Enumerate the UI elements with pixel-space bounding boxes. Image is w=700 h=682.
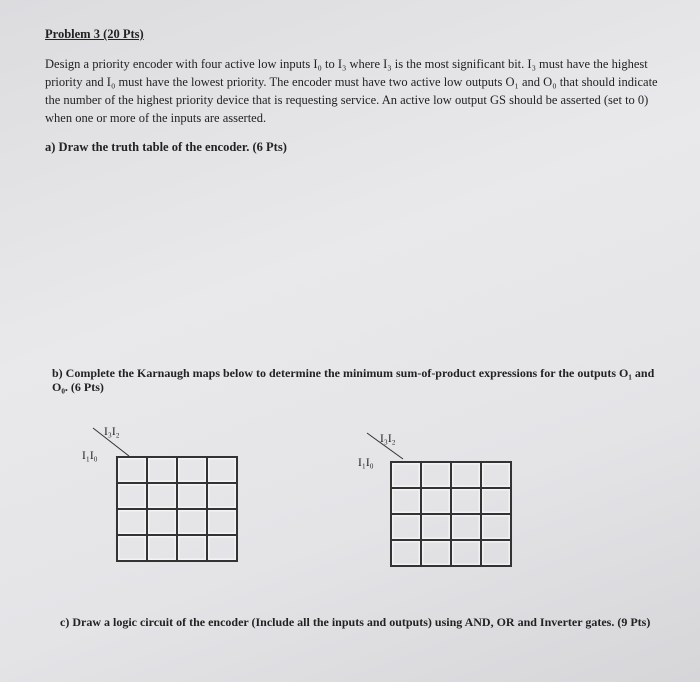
kmap-cell[interactable] — [147, 457, 177, 483]
kmap-top-label: I₃I₂ — [380, 433, 396, 445]
kmap-cell[interactable] — [421, 462, 451, 488]
kmap-cell[interactable] — [147, 509, 177, 535]
kmap-cell[interactable] — [147, 535, 177, 561]
kmap-cell[interactable] — [117, 535, 147, 561]
kmap-cell[interactable] — [421, 514, 451, 540]
kmap-cell[interactable] — [177, 535, 207, 561]
kmap-cell[interactable] — [117, 483, 147, 509]
kmap-cell[interactable] — [481, 514, 511, 540]
kmap-cell[interactable] — [207, 483, 237, 509]
kmap-cell[interactable] — [177, 483, 207, 509]
kmap-cell[interactable] — [481, 540, 511, 566]
kmap-cell[interactable] — [177, 509, 207, 535]
kmap-cell[interactable] — [147, 483, 177, 509]
kmap-cell[interactable] — [451, 514, 481, 540]
kmap-cell[interactable] — [391, 540, 421, 566]
kmap-cell[interactable] — [391, 488, 421, 514]
kmap-top-label: I₃I₂ — [104, 426, 120, 438]
kmap-cell[interactable] — [481, 488, 511, 514]
kmap-cell[interactable] — [207, 457, 237, 483]
kmap-grid[interactable] — [390, 461, 512, 567]
kmap-cell[interactable] — [207, 535, 237, 561]
kmap-cell[interactable] — [421, 488, 451, 514]
kmap-side-label: I₁I₀ — [358, 457, 374, 469]
kmap-side-label: I₁I₀ — [82, 450, 98, 462]
part-a-question: a) Draw the truth table of the encoder. (6 Pts) — [45, 140, 287, 154]
kmap-cell[interactable] — [117, 509, 147, 535]
kmap-cell[interactable] — [117, 457, 147, 483]
kmap-cell[interactable] — [177, 457, 207, 483]
part-b-question: b) Complete the Karnaugh maps below to determine the minimum sum-of-product expressions for the outputs O₁ and O₀. (6 Pts) — [52, 366, 655, 394]
problem-description: Design a priority encoder with four active low inputs I₀ to I₃ where I₃ is the most significant bit. I₃ must have the highest priority and I₀ must have the lowest priority. The encoder must have two active low outputs O₁ and O₀ that should indicate the number of the highest priority device that is requesting service. An active low output GS should be asserted (set to 0) when one or more of the inputs are asserted. — [45, 57, 658, 125]
kmap-cell[interactable] — [451, 462, 481, 488]
kmap-cell[interactable] — [391, 462, 421, 488]
kmap-cell[interactable] — [481, 462, 511, 488]
part-c-question: c) Draw a logic circuit of the encoder (Include all the inputs and outputs) using AND, OR and Inverter gates. (9 Pts) — [60, 615, 651, 629]
kmap-cell[interactable] — [421, 540, 451, 566]
kmap-cell[interactable] — [451, 540, 481, 566]
kmap-grid[interactable] — [116, 456, 238, 562]
kmap-cell[interactable] — [391, 514, 421, 540]
problem-title: Problem 3 (20 Pts) — [45, 27, 144, 41]
kmap-cell[interactable] — [207, 509, 237, 535]
kmap-cell[interactable] — [451, 488, 481, 514]
